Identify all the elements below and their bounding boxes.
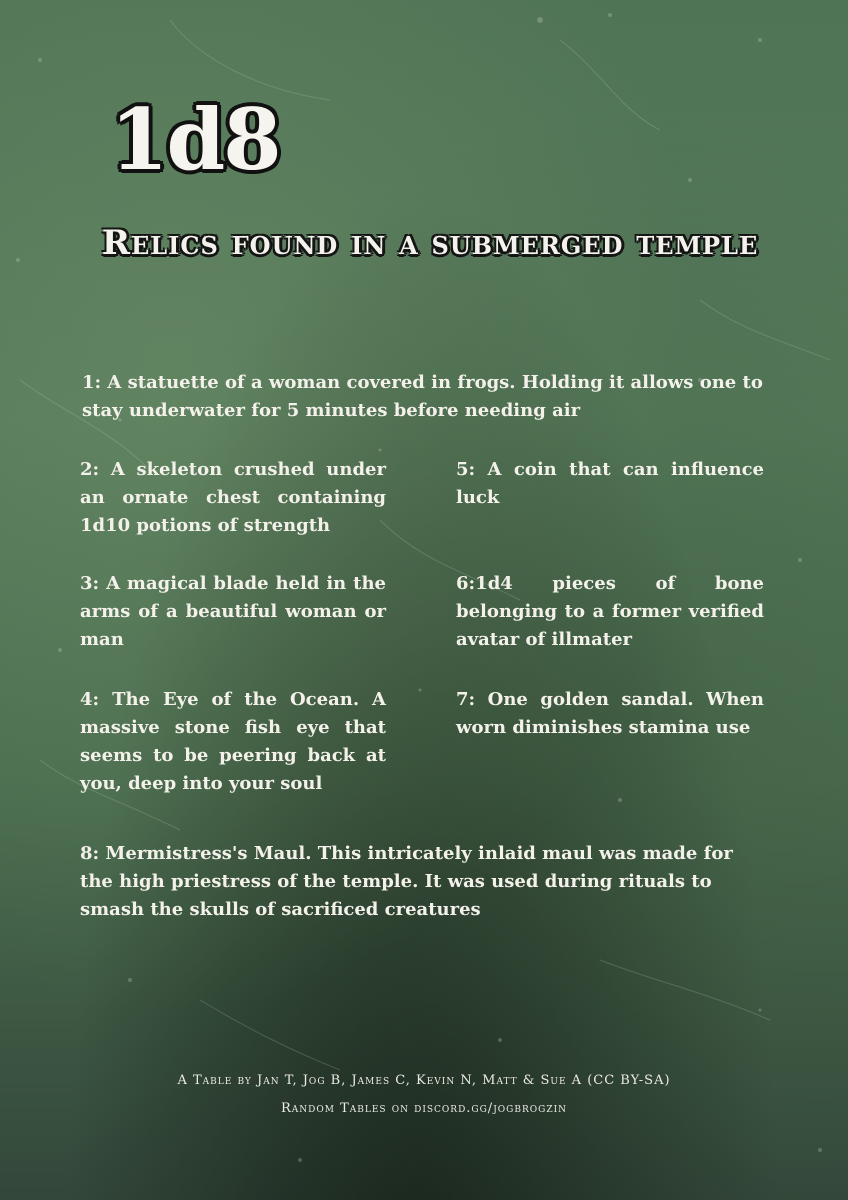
entry-7: 7: One golden sandal. When worn diminishes stamina use [456, 689, 764, 738]
entry-1: 1: A statuette of a woman covered in frogs. Holding it allows one to stay underwater for 5 minutes before needing air [82, 372, 763, 421]
entry-2: 2: A skeleton crushed under an ornate chest containing 1d10 potions of strength [80, 459, 386, 536]
source-line: Random Tables on discord.gg/jogbrogzin [280, 1101, 568, 1116]
dice-label: 1d8 [110, 90, 280, 189]
credits-line: A Table by Jan T, Jog B, James C, Kevin N, Matt & Sue A (CC BY-SA) [177, 1073, 671, 1088]
entry-4: 4: The Eye of the Ocean. A massive stone fish eye that seems to be peering back at you, deep into your soul [80, 689, 386, 794]
entry-6: 6:1d4 pieces of bone belonging to a former verified avatar of illmater [456, 573, 764, 650]
entry-5: 5: A coin that can influence luck [456, 459, 764, 508]
page-title: Relics found in a submerged temple [101, 223, 759, 263]
entry-8: 8: Mermistress's Maul. This intricately inlaid maul was made for the high priestress of the temple. It was used during rituals to smash the skulls of sacrificed creatures [80, 843, 733, 920]
entry-3: 3: A magical blade held in the arms of a beautiful woman or man [80, 573, 386, 650]
